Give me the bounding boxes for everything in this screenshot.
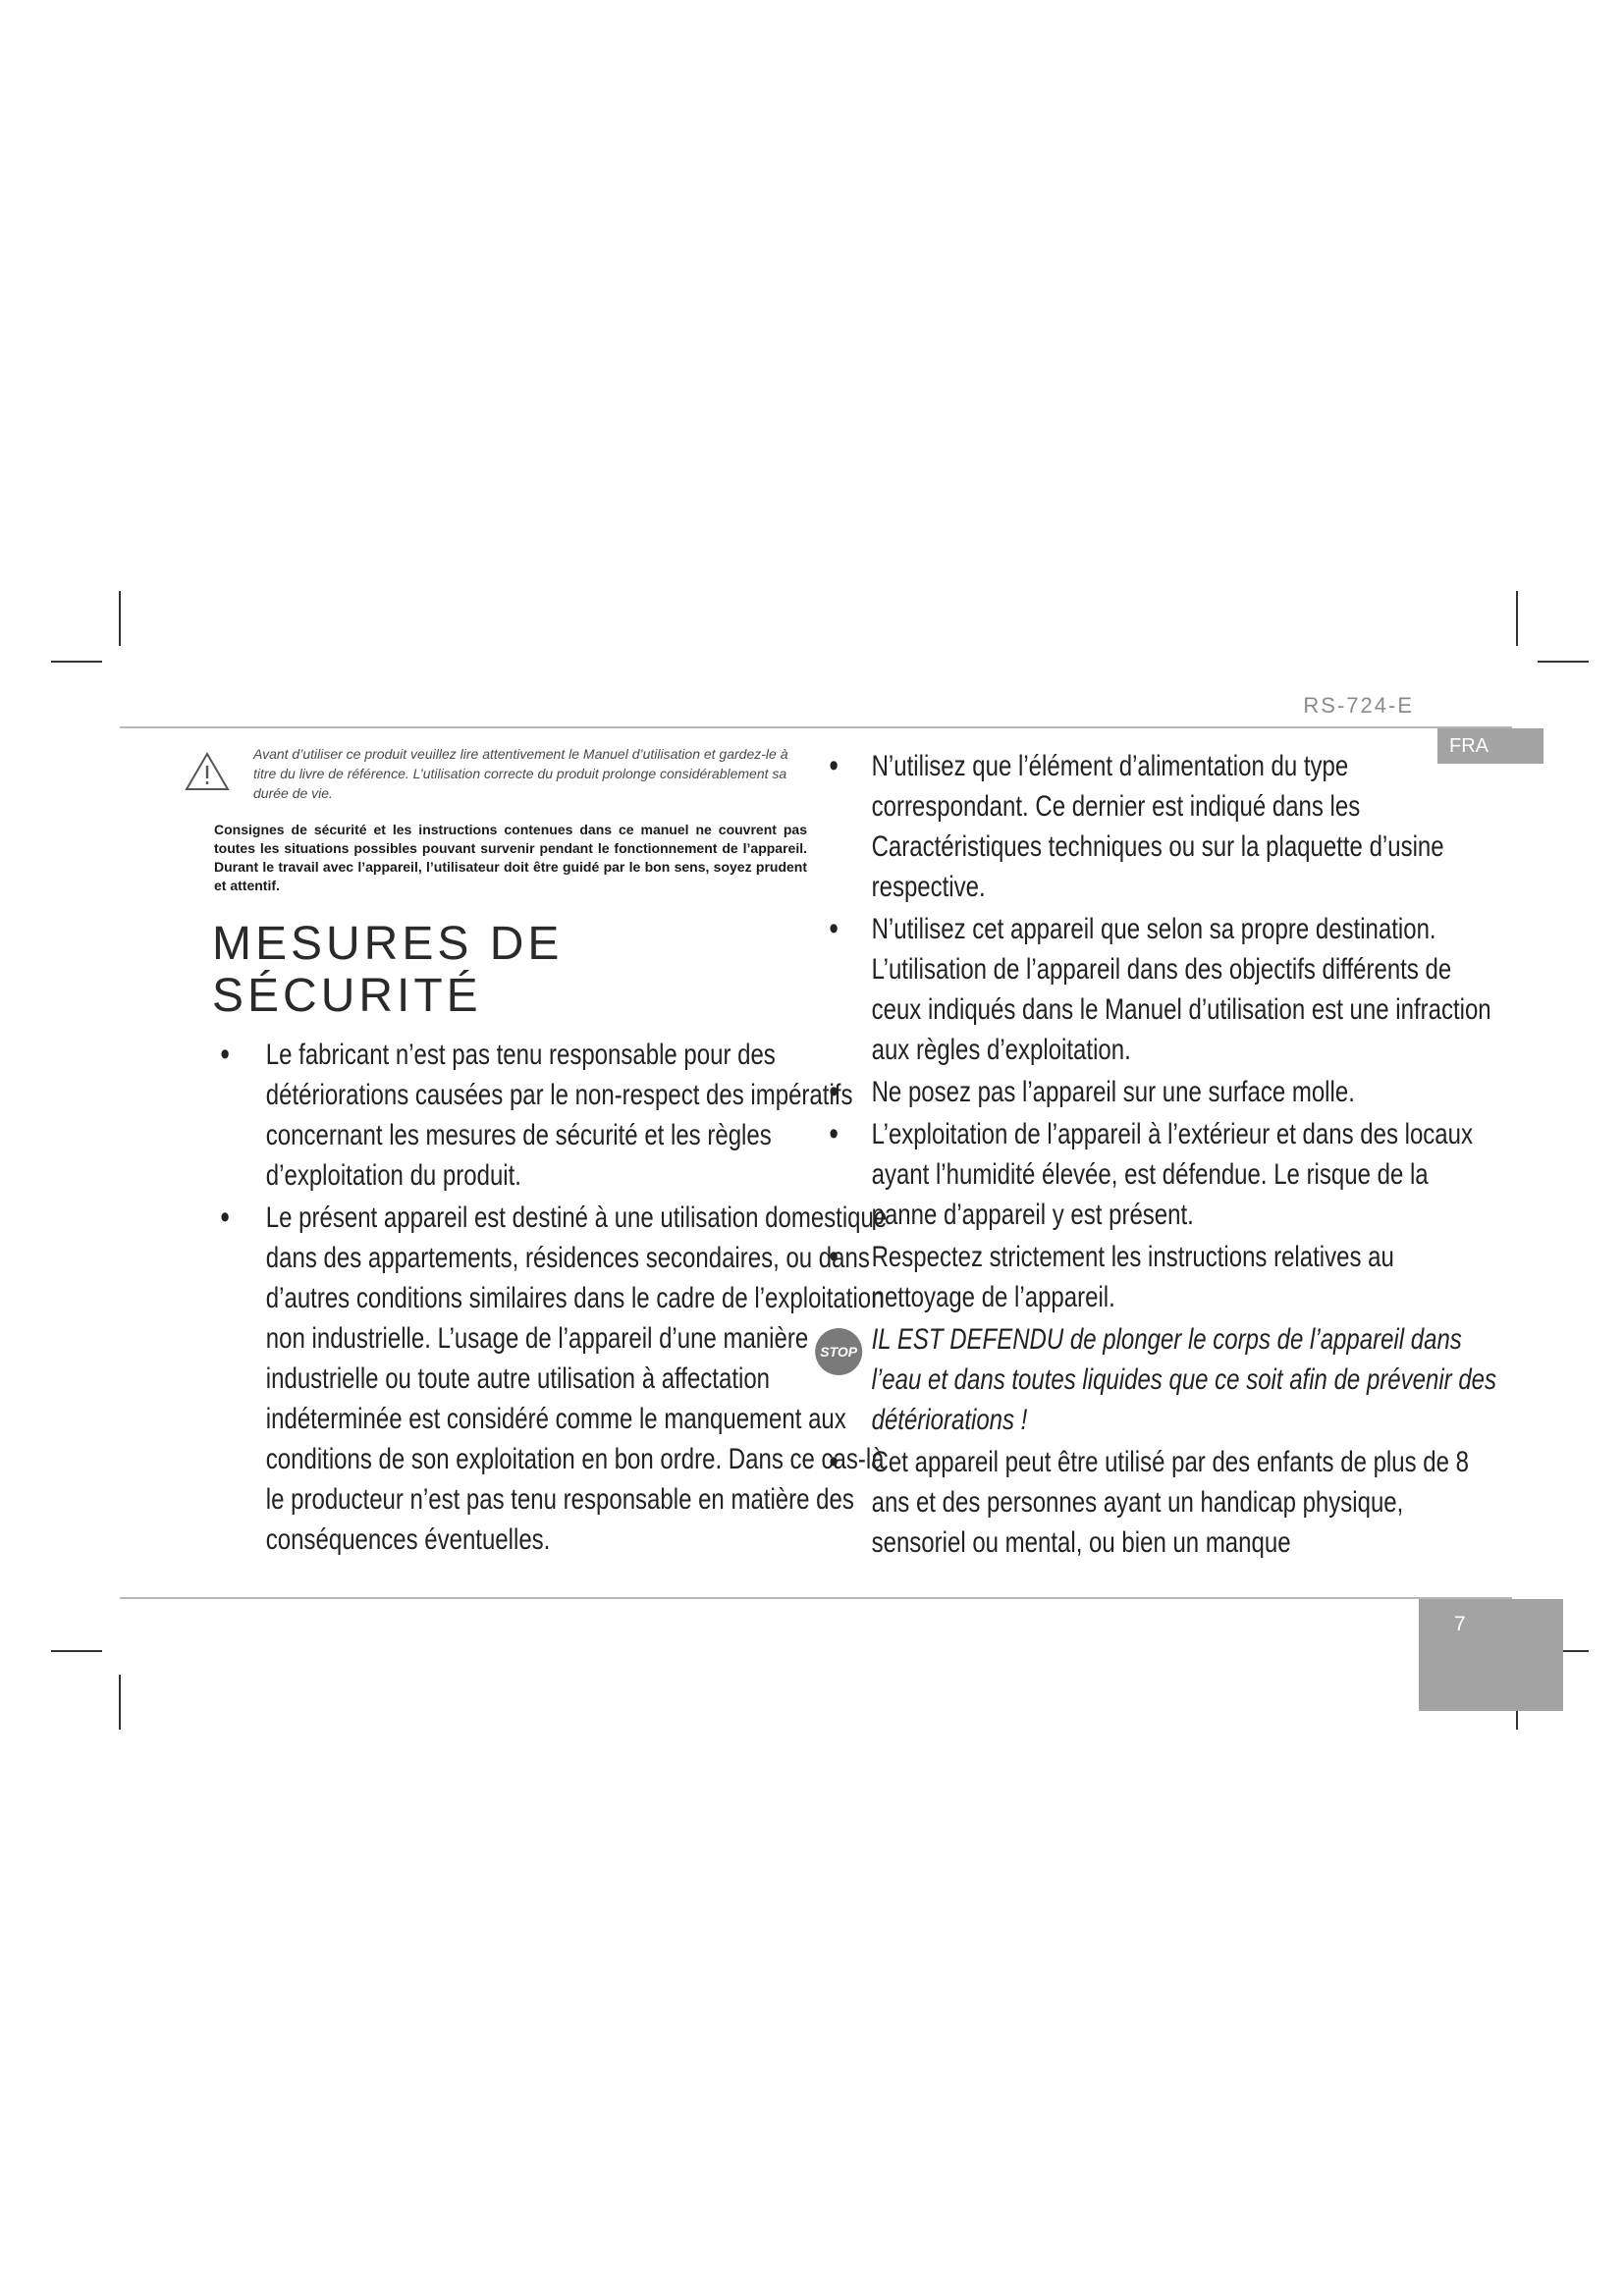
- crop-mark: [51, 661, 102, 663]
- crop-mark: [1538, 661, 1589, 663]
- warning-text: Avant d’utiliser ce produit veuillez lire attentivement le Manuel d’utilisation et gardez-le à titre du livre de référence. L’utilisation correcte du produit prolonge considérablement sa durée de vie.: [253, 746, 788, 801]
- crop-mark: [51, 1650, 102, 1652]
- model-number: RS-724-E: [1303, 693, 1414, 718]
- list-item: • L’exploitation de l’appareil à l’extérieur et dans des locaux ayant l’humidité élevée, est défendue. Le risque de la panne d’appareil y est présent.: [823, 1114, 1500, 1235]
- warning-triangle-icon: [185, 752, 230, 791]
- header-rule: [120, 726, 1512, 728]
- right-bullet-list: [820, 746, 1497, 1563]
- stop-warning-item: [820, 1319, 1500, 1440]
- warning-box: [185, 744, 813, 803]
- list-item: • Respectez strictement les instructions relatives au nettoyage de l’appareil.: [823, 1237, 1500, 1317]
- svg-text:STOP: STOP: [820, 1344, 858, 1360]
- crop-mark: [119, 591, 121, 646]
- page-number: 7: [1419, 1599, 1563, 1711]
- safety-notice: Consignes de sécurité et les instructions contenues dans ce manuel ne couvrent pas toutes les situations possibles pouvant survenir pendant le fonctionnement de l’appareil. Durant le travail avec l’appareil, l’utilisateur doit être guidé par le bon sens, soyez prudent et attentif.: [214, 822, 807, 893]
- stop-sign-icon: [814, 1327, 863, 1376]
- footer-rule: [120, 1597, 1512, 1599]
- list-item: • Le fabricant n’est pas tenu responsable pour des détériorations causées par le non-respect des impératifs concernant les mesures de sécurité et les règles d’exploitation du produit.: [214, 1035, 894, 1196]
- language-tab: FRA: [1437, 728, 1543, 764]
- list-item: • N’utilisez que l’élément d’alimentation du type correspondant. Ce dernier est indiqué dans les Caractéristiques techniques ou sur la plaquette d’usine respective.: [823, 746, 1500, 907]
- list-item: • N’utilisez cet appareil que selon sa propre destination. L’utilisation de l’appareil dans des objectifs différents de ceux indiqués dans le Manuel d’utilisation est une infraction aux règles d’exploitation.: [823, 909, 1500, 1070]
- right-column: [820, 746, 1497, 1565]
- crop-mark: [1516, 591, 1518, 646]
- stop-warning-text: IL EST DEFENDU de plonger le corps de l’appareil dans l’eau et dans toutes liquides que ce soit afin de prévenir des détériorations !: [871, 1323, 1497, 1436]
- section-title: MESURES DE SÉCURITÉ: [212, 918, 564, 1022]
- list-item: • Ne posez pas l’appareil sur une surface molle.: [823, 1072, 1500, 1112]
- list-item: • Cet appareil peut être utilisé par des enfants de plus de 8 ans et des personnes ayant un handicap physique, sensoriel ou mental, ou bien un manque: [823, 1442, 1500, 1563]
- crop-mark: [119, 1675, 121, 1730]
- list-item: • Le présent appareil est destiné à une utilisation domestique dans des appartements, résidences secondaires, ou dans d’autres conditions similaires dans le cadre de l’exploitation non industrielle. L’usage de l’appareil d’une manière industrielle ou toute autre utilisation à affectation indéterminée est considéré comme le manquement aux conditions de son exploitation en bon ordre. Dans ce cas-là le producteur n’est pas tenu responsable en matière des conséquences éventuelles.: [214, 1198, 894, 1560]
